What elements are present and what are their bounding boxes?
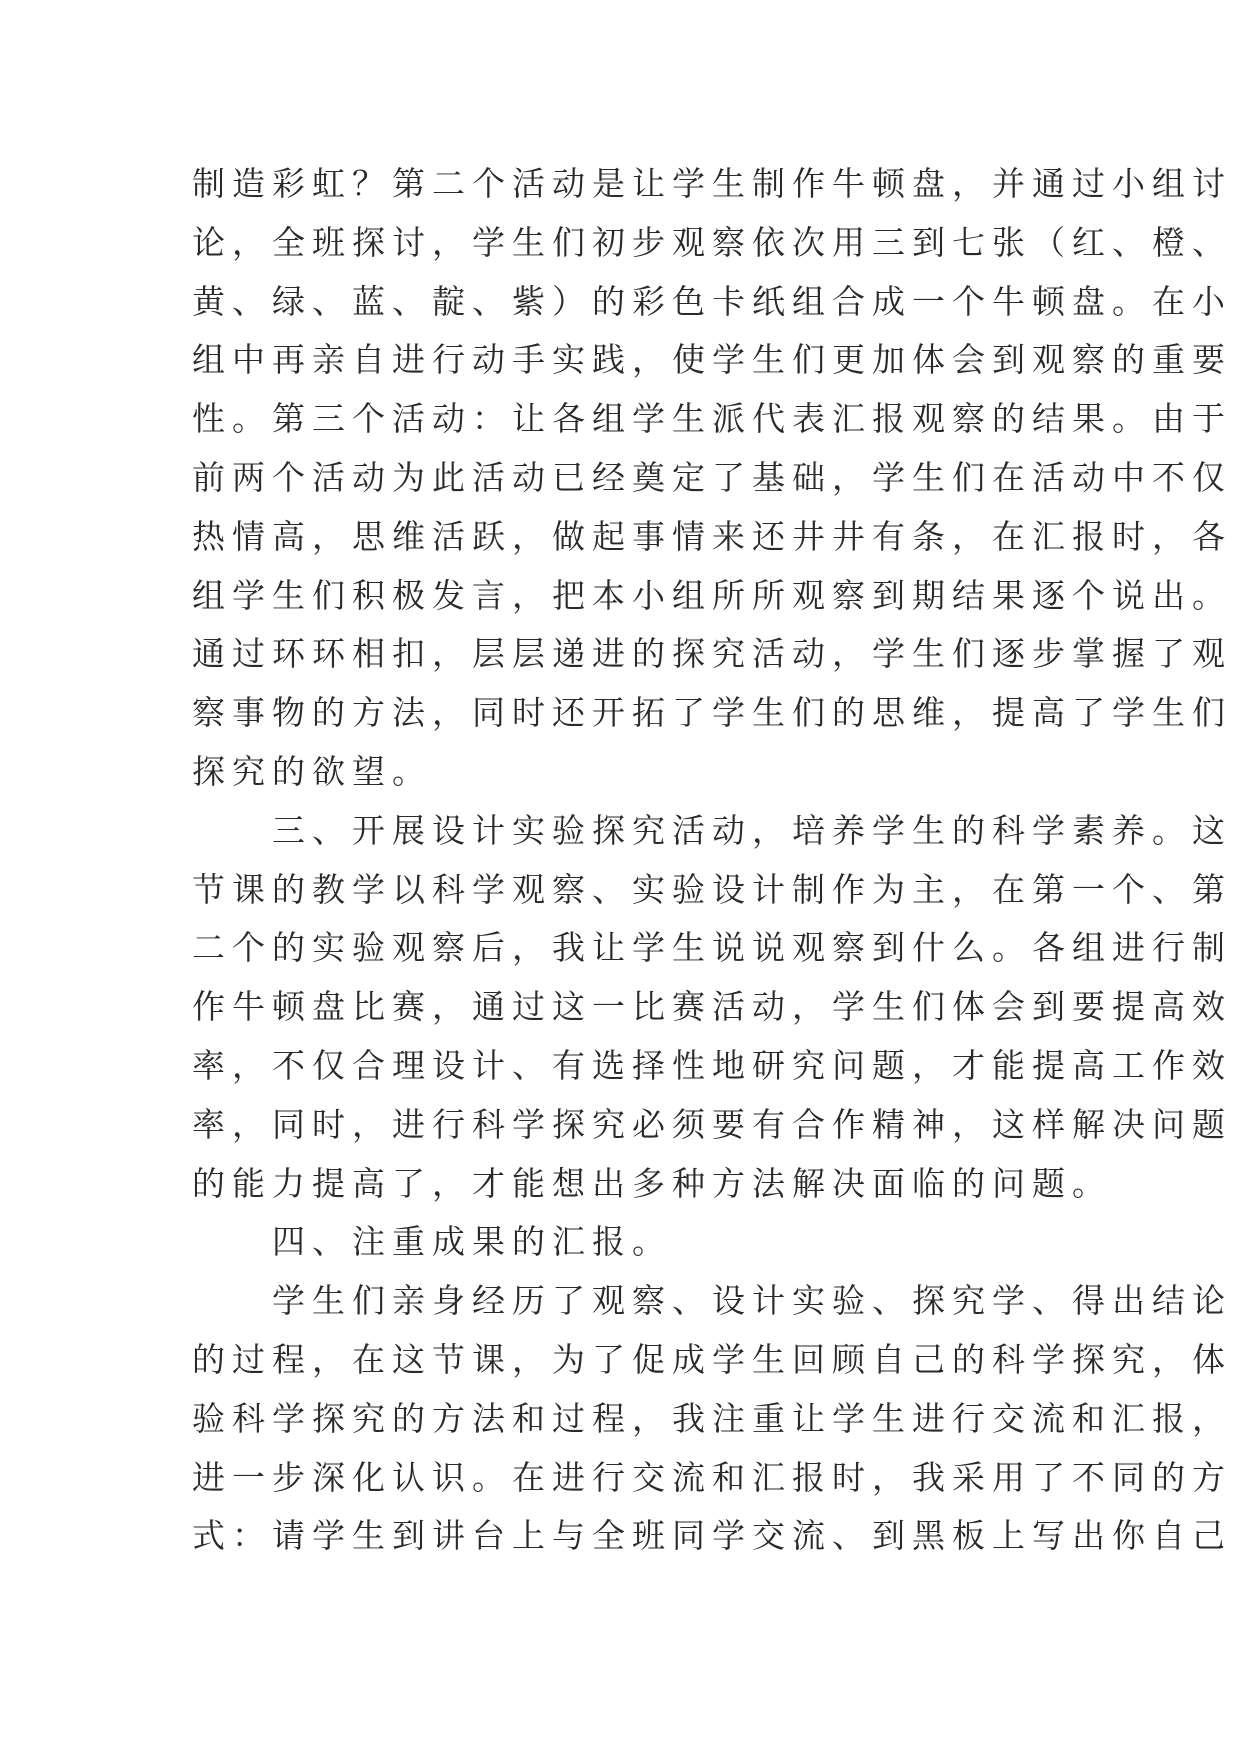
- text-line: 三、开展设计实验探究活动，培养学生的科学素养。这: [192, 810, 1232, 850]
- text-line: 的过程，在这节课，为了促成学生回顾自己的科学探究，体: [192, 1339, 1232, 1379]
- text-line: 组学生们积极发言，把本小组所所观察到期结果逐个说出。: [192, 575, 1232, 615]
- text-line: 察事物的方法，同时还开拓了学生们的思维，提高了学生们: [192, 693, 1232, 733]
- text-line: 论，全班探讨，学生们初步观察依次用三到七张（红、橙、: [192, 222, 1232, 262]
- text-line: 学生们亲身经历了观察、设计实验、探究学、得出结论: [192, 1281, 1232, 1321]
- text-line: 制造彩虹？第二个活动是让学生制作牛顿盘，并通过小组讨: [192, 164, 1232, 203]
- text-line: 率，同时，进行科学探究必须要有合作精神，这样解决问题: [192, 1104, 1232, 1144]
- text-line: 率，不仅合理设计、有选择性地研究问题，才能提高工作效: [192, 1045, 1232, 1085]
- text-line: 通过环环相扣，层层递进的探究活动，学生们逐步掌握了观: [192, 634, 1232, 674]
- body-text: [192, 155, 1232, 1566]
- text-line: 热情高，思维活跃，做起事情来还井井有条，在汇报时，各: [192, 516, 1232, 556]
- text-line: 性。第三个活动：让各组学生派代表汇报观察的结果。由于: [192, 399, 1232, 439]
- text-line: 前两个活动为此活动已经奠定了基础，学生们在活动中不仅: [192, 457, 1232, 497]
- text-line: 四、注重成果的汇报。: [192, 1222, 672, 1262]
- text-line: 组中再亲自进行动手实践，使学生们更加体会到观察的重要: [192, 340, 1232, 380]
- text-line: 黄、绿、蓝、靛、紫）的彩色卡纸组合成一个牛顿盘。在小: [192, 281, 1232, 321]
- text-line: 作牛顿盘比赛，通过这一比赛活动，学生们体会到要提高效: [192, 987, 1232, 1027]
- text-line: 验科学探究的方法和过程，我注重让学生进行交流和汇报，: [192, 1398, 1232, 1438]
- text-line: 进一步深化认识。在进行交流和汇报时，我采用了不同的方: [192, 1457, 1232, 1497]
- text-line: 二个的实验观察后，我让学生说说观察到什么。各组进行制: [192, 928, 1232, 968]
- text-line: 探究的欲望。: [192, 751, 432, 791]
- text-line: 式：请学生到讲台上与全班同学交流、到黑板上写出你自己: [192, 1516, 1232, 1556]
- text-line: 节课的教学以科学观察、实验设计制作为主，在第一个、第: [192, 869, 1232, 909]
- text-line: 的能力提高了，才能想出多种方法解决面临的问题。: [192, 1163, 1112, 1203]
